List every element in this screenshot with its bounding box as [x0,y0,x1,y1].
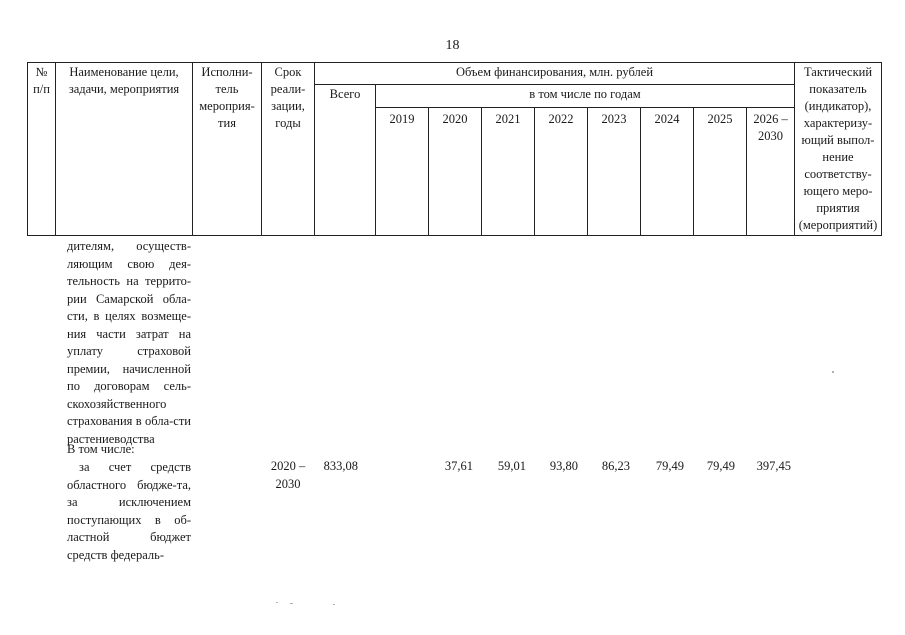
header-num: № п/п [28,63,56,236]
header-by-years: в том числе по годам [376,85,795,108]
scan-speck [333,604,335,605]
scan-speck [276,602,278,603]
row-2020: 37,61 [444,459,473,473]
header-year-2020: 2020 [429,108,482,236]
header-name: Наименование цели, задачи, мероприятия [56,63,193,236]
header-period: Срок реали-зации, годы [262,63,315,236]
row-2023: 86,23 [601,459,630,473]
row-2022: 93,80 [549,459,578,473]
header-funding: Объем финансирования, млн. рублей [315,63,795,85]
header-year-2019: 2019 [376,108,429,236]
header-executor: Исполни-тель мероприя-тия [193,63,262,236]
row-period: 2020 – 2030 [270,459,306,491]
header-year-2023: 2023 [588,108,641,236]
including-label: В том числе: [67,442,135,456]
row-total: 833,08 [323,459,358,473]
row-2024: 79,49 [655,459,684,473]
header-indicator: Тактический показатель (индикатор), характеризу-ющий выпол-нение соответству-ющего меро-приятия (мероприятий) [795,63,882,236]
header-year-2021: 2021 [482,108,535,236]
header-year-2026-2030: 2026 – 2030 [747,108,795,236]
funding-source-text: за счет средств областного бюдже-та, за исключением поступающих в об-ластной бюджет средств федераль- [67,460,191,562]
table-header [27,62,882,236]
scan-speck [832,371,834,373]
row-2026-2030: 397,45 [756,459,791,473]
scan-speck [290,603,293,604]
row-2025: 79,49 [706,459,735,473]
header-year-2024: 2024 [641,108,694,236]
header-year-2022: 2022 [535,108,588,236]
measure-description: дителям, осуществ-ляющим свою дея-тельность на террито-рии Самарской обла-сти, в целях возмеще-ния части затрат на уплату страховой премии, начисленной по договорам сель-скохозяйственного страхования в обла-сти растениеводства [67,239,191,446]
page-number: 18 [445,38,460,53]
header-year-2025: 2025 [694,108,747,236]
header-total: Всего [315,85,376,236]
row-2021: 59,01 [497,459,526,473]
